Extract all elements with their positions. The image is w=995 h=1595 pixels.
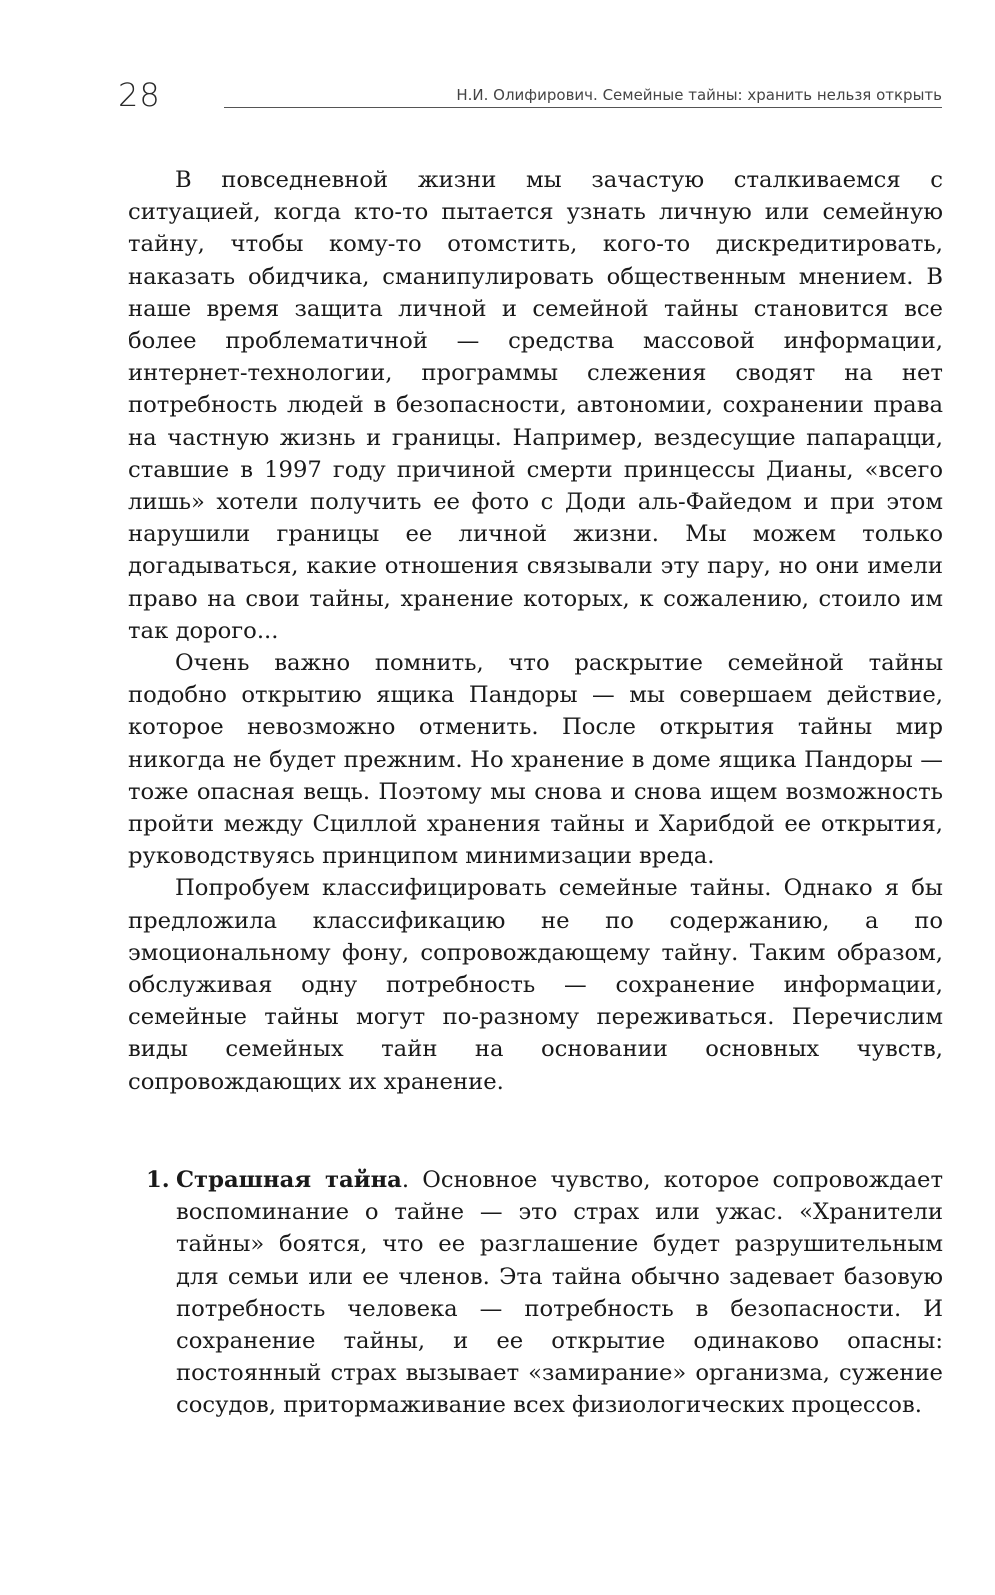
paragraph: Очень важно помнить, что раскрытие семейной тайны подобно открытию ящика Пандоры — мы совершаем действие, которое невозможно отменить. После открытия тайны мир никогда не будет прежним. Но хранение в доме ящика Пандоры — тоже опасная вещь. Поэтому мы снова и снова ищем возможность пройти между Сциллой хранения тайны и Харибдой ее открытия, руководствуясь принципом минимизации вреда. [128, 650, 943, 870]
list-item [146, 1164, 943, 1422]
list-item-body [176, 1164, 943, 1422]
list-item-term: Страшная тайна [176, 1167, 402, 1193]
running-title: Н.И. Олифирович. Семейные тайны: хранить нельзя открыть [456, 86, 942, 104]
list-item-number: 1. [146, 1167, 170, 1193]
paragraph: В повседневной жизни мы зачастую сталкиваемся с ситуацией, когда кто-то пытается узнать личную или семейную тайну, чтобы кому-то отомстить, кого-то дискредитировать, наказать обидчика, сманипулировать общественным мнением. В наше время защита личной и семейной тайны становится все более проблематичной — средства массовой информации, интернет-технологии, программы слежения сводят на нет потребность людей в безопасности, автономии, сохранении права на частную жизнь и границы. Например, вездесущие папарацци, ставшие в 1997 году причиной смерти принцессы Дианы, «всего лишь» хотели получить ее фото с Доди аль-Файедом и при этом нарушили границы ее личной жизни. Мы можем только догадываться, какие отношения связывали эту пару, но они имели право на свои тайны, хранение которых, к сожалению, стоило им так дорого... [128, 167, 943, 644]
body-text [128, 164, 943, 1098]
header-rule [224, 107, 942, 108]
page-header [118, 72, 942, 112]
list-item-text: . Основное чувство, которое сопровождает воспоминание о тайне — это страх или ужас. «Хранители тайны» боятся, что ее разглашение будет разрушительным для семьи или ее членов. Эта тайна обычно задевает базовую потребность человека — потребность в безопасности. И сохранение тайны, и ее открытие одинаково опасны: постоянный страх вызывает «замирание» организма, сужение сосудов, притормаживание всех физиологических процессов. [176, 1167, 944, 1419]
page-number: 28 [118, 76, 161, 114]
numbered-list [146, 1164, 943, 1422]
paragraph: Попробуем классифицировать семейные тайны. Однако я бы предложила классификацию не по содержанию, а по эмоциональному фону, сопровождающему тайну. Таким образом, обслуживая одну потребность — сохранение информации, семейные тайны могут по-разному переживаться. Перечислим виды семейных тайн на основании основных чувств, сопровождающих их хранение. [128, 875, 943, 1095]
